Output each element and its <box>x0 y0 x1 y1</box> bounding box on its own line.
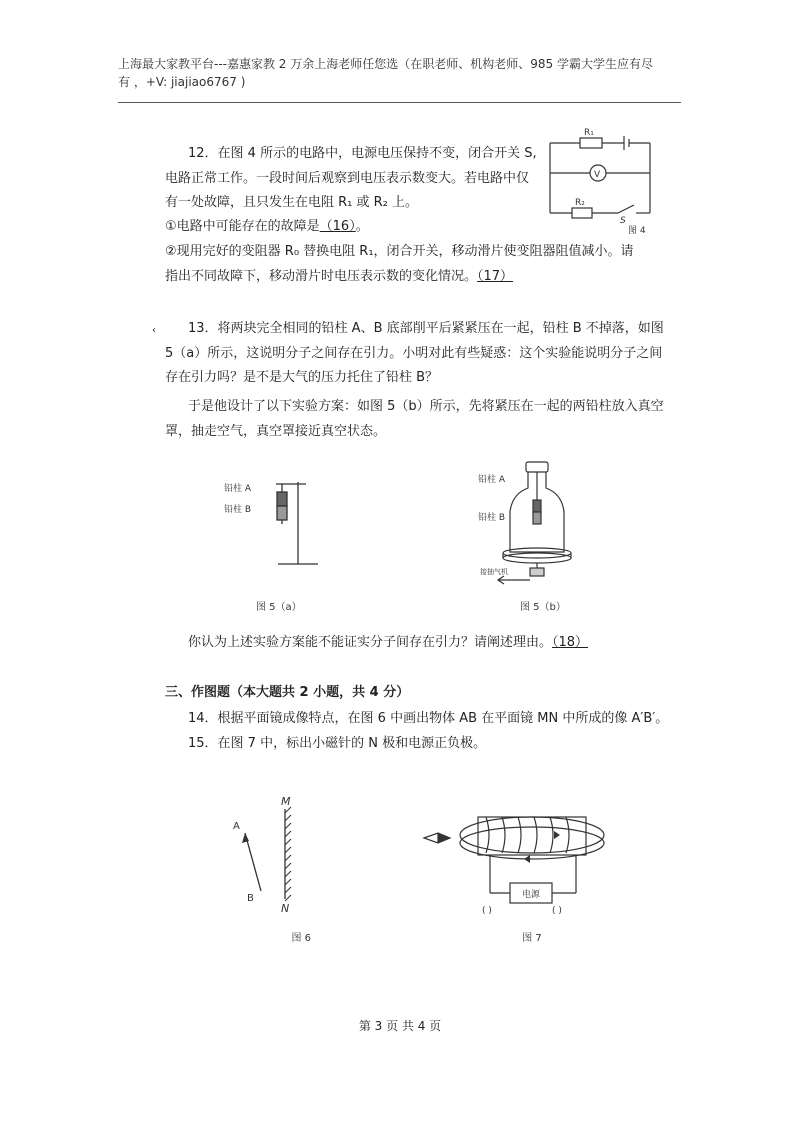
q12-line-4-end: 。 <box>355 219 369 234</box>
q12-line-2: 电路正常工作。一段时间后观察到电压表示数变大。若电路中仅 <box>165 171 530 186</box>
label-r2: R₂ <box>575 198 585 208</box>
q12-line-3: 有一处故障，且只发生在电阻 R₁ 或 R₂ 上。 <box>165 195 419 210</box>
q13-line-2: 5（a）所示，这说明分子之间存在引力。小明对此有些疑惑：这个实验能说明分子之间 <box>165 346 663 361</box>
label-left-paren: ( ) <box>482 906 492 916</box>
figure-7-caption: 图 7 <box>522 933 542 944</box>
label-pump: 接抽气机 <box>480 568 508 576</box>
label-power: 电源 <box>521 890 541 900</box>
label-right-paren: ( ) <box>552 906 562 916</box>
page-header <box>118 55 688 91</box>
answer-blank-17: （17） <box>477 269 514 284</box>
header-line-1: 上海最大家教平台---嘉惠家教 2 万余上海老师任您选（在职老师、机构老师、985 学霸大学生应有尽 <box>118 57 653 71</box>
page-number: 第 3 页 共 4 页 <box>358 1019 442 1033</box>
figure-5b-caption: 图 5（b） <box>520 602 566 613</box>
q13-line-5: 罩，抽走空气，真空罩接近真空状态。 <box>165 424 387 439</box>
label-voltmeter: V <box>594 170 601 180</box>
label-n: N <box>281 902 290 915</box>
header-divider <box>118 102 681 103</box>
answer-blank-18: （18） <box>552 635 589 650</box>
label-lead-a-jar: 铅柱 A <box>478 475 506 485</box>
figure-5a-caption: 图 5（a） <box>256 602 302 612</box>
resistor-r1 <box>580 138 602 148</box>
q13-question <box>188 633 588 653</box>
figure-4-caption: 图 4 <box>628 226 646 235</box>
q12-line-4-text: ①电路中可能存在的故障是 <box>165 219 320 234</box>
field-arrow-top <box>554 831 560 839</box>
figure-4-circuit <box>540 125 670 235</box>
q13-line-4: 于是他设计了以下实验方案：如图 5（b）所示，先将紧压在一起的两铅柱放入真空 <box>188 399 664 414</box>
figure-5a-stand <box>218 472 328 612</box>
figure-6-mirror <box>225 795 315 945</box>
answer-blank-16: （16） <box>319 219 356 234</box>
figure-7-solenoid <box>420 795 610 945</box>
q13-mark: ‹ <box>152 325 156 336</box>
q13-question-text: 你认为上述实验方案能不能证实分子间存在引力？请阐述理由。 <box>188 635 553 650</box>
q12-line-1: 12．在图 4 所示的电路中，电源电压保持不变，闭合开关 S, <box>188 146 537 161</box>
label-lead-a: 铅柱 A <box>224 484 252 494</box>
label-lead-b-jar: 铅柱 B <box>478 513 506 523</box>
figure-6-caption: 图 6 <box>291 933 311 944</box>
q12-line-6-text: 指出不同故障下，移动滑片时电压表示数的变化情况。 <box>165 269 478 284</box>
label-m: M <box>281 795 291 808</box>
q12-line-6 <box>165 267 513 287</box>
header-line-2: 有 ，+V: jiajiao6767 ) <box>118 75 246 89</box>
q12-line-4 <box>165 217 369 237</box>
compass-needle <box>438 833 450 843</box>
q14-text: 14．根据平面镜成像特点，在图 6 中画出物体 AB 在平面镜 MN 中所成的像 A′B′。 <box>188 711 669 726</box>
q13-line-1: 13．将两块完全相同的铅柱 A、B 底部削平后紧紧压在一起，铅柱 B 不掉落，如图 <box>188 321 664 336</box>
label-r1: R₁ <box>584 128 594 138</box>
q12-line-5: ②现用完好的变阻器 R₀ 替换电阻 R₁，闭合开关，移动滑片使变阻器阻值减小。请 <box>165 244 634 259</box>
label-lead-b: 铅柱 B <box>224 505 252 515</box>
label-switch: S <box>620 216 626 226</box>
q15-text: 15．在图 7 中，标出小磁针的 N 极和电源正负极。 <box>188 736 487 751</box>
section-3-title: 三、作图题（本大题共 2 小题，共 4 分） <box>165 685 410 700</box>
label-b: B <box>247 893 254 904</box>
field-arrow-bottom <box>524 855 530 863</box>
q13-line-3: 存在引力吗？是不是大气的压力托住了铅柱 B？ <box>165 370 439 385</box>
label-a: A <box>233 821 240 832</box>
resistor-r2 <box>572 208 592 218</box>
figure-5b-vacuum-jar <box>478 460 598 615</box>
